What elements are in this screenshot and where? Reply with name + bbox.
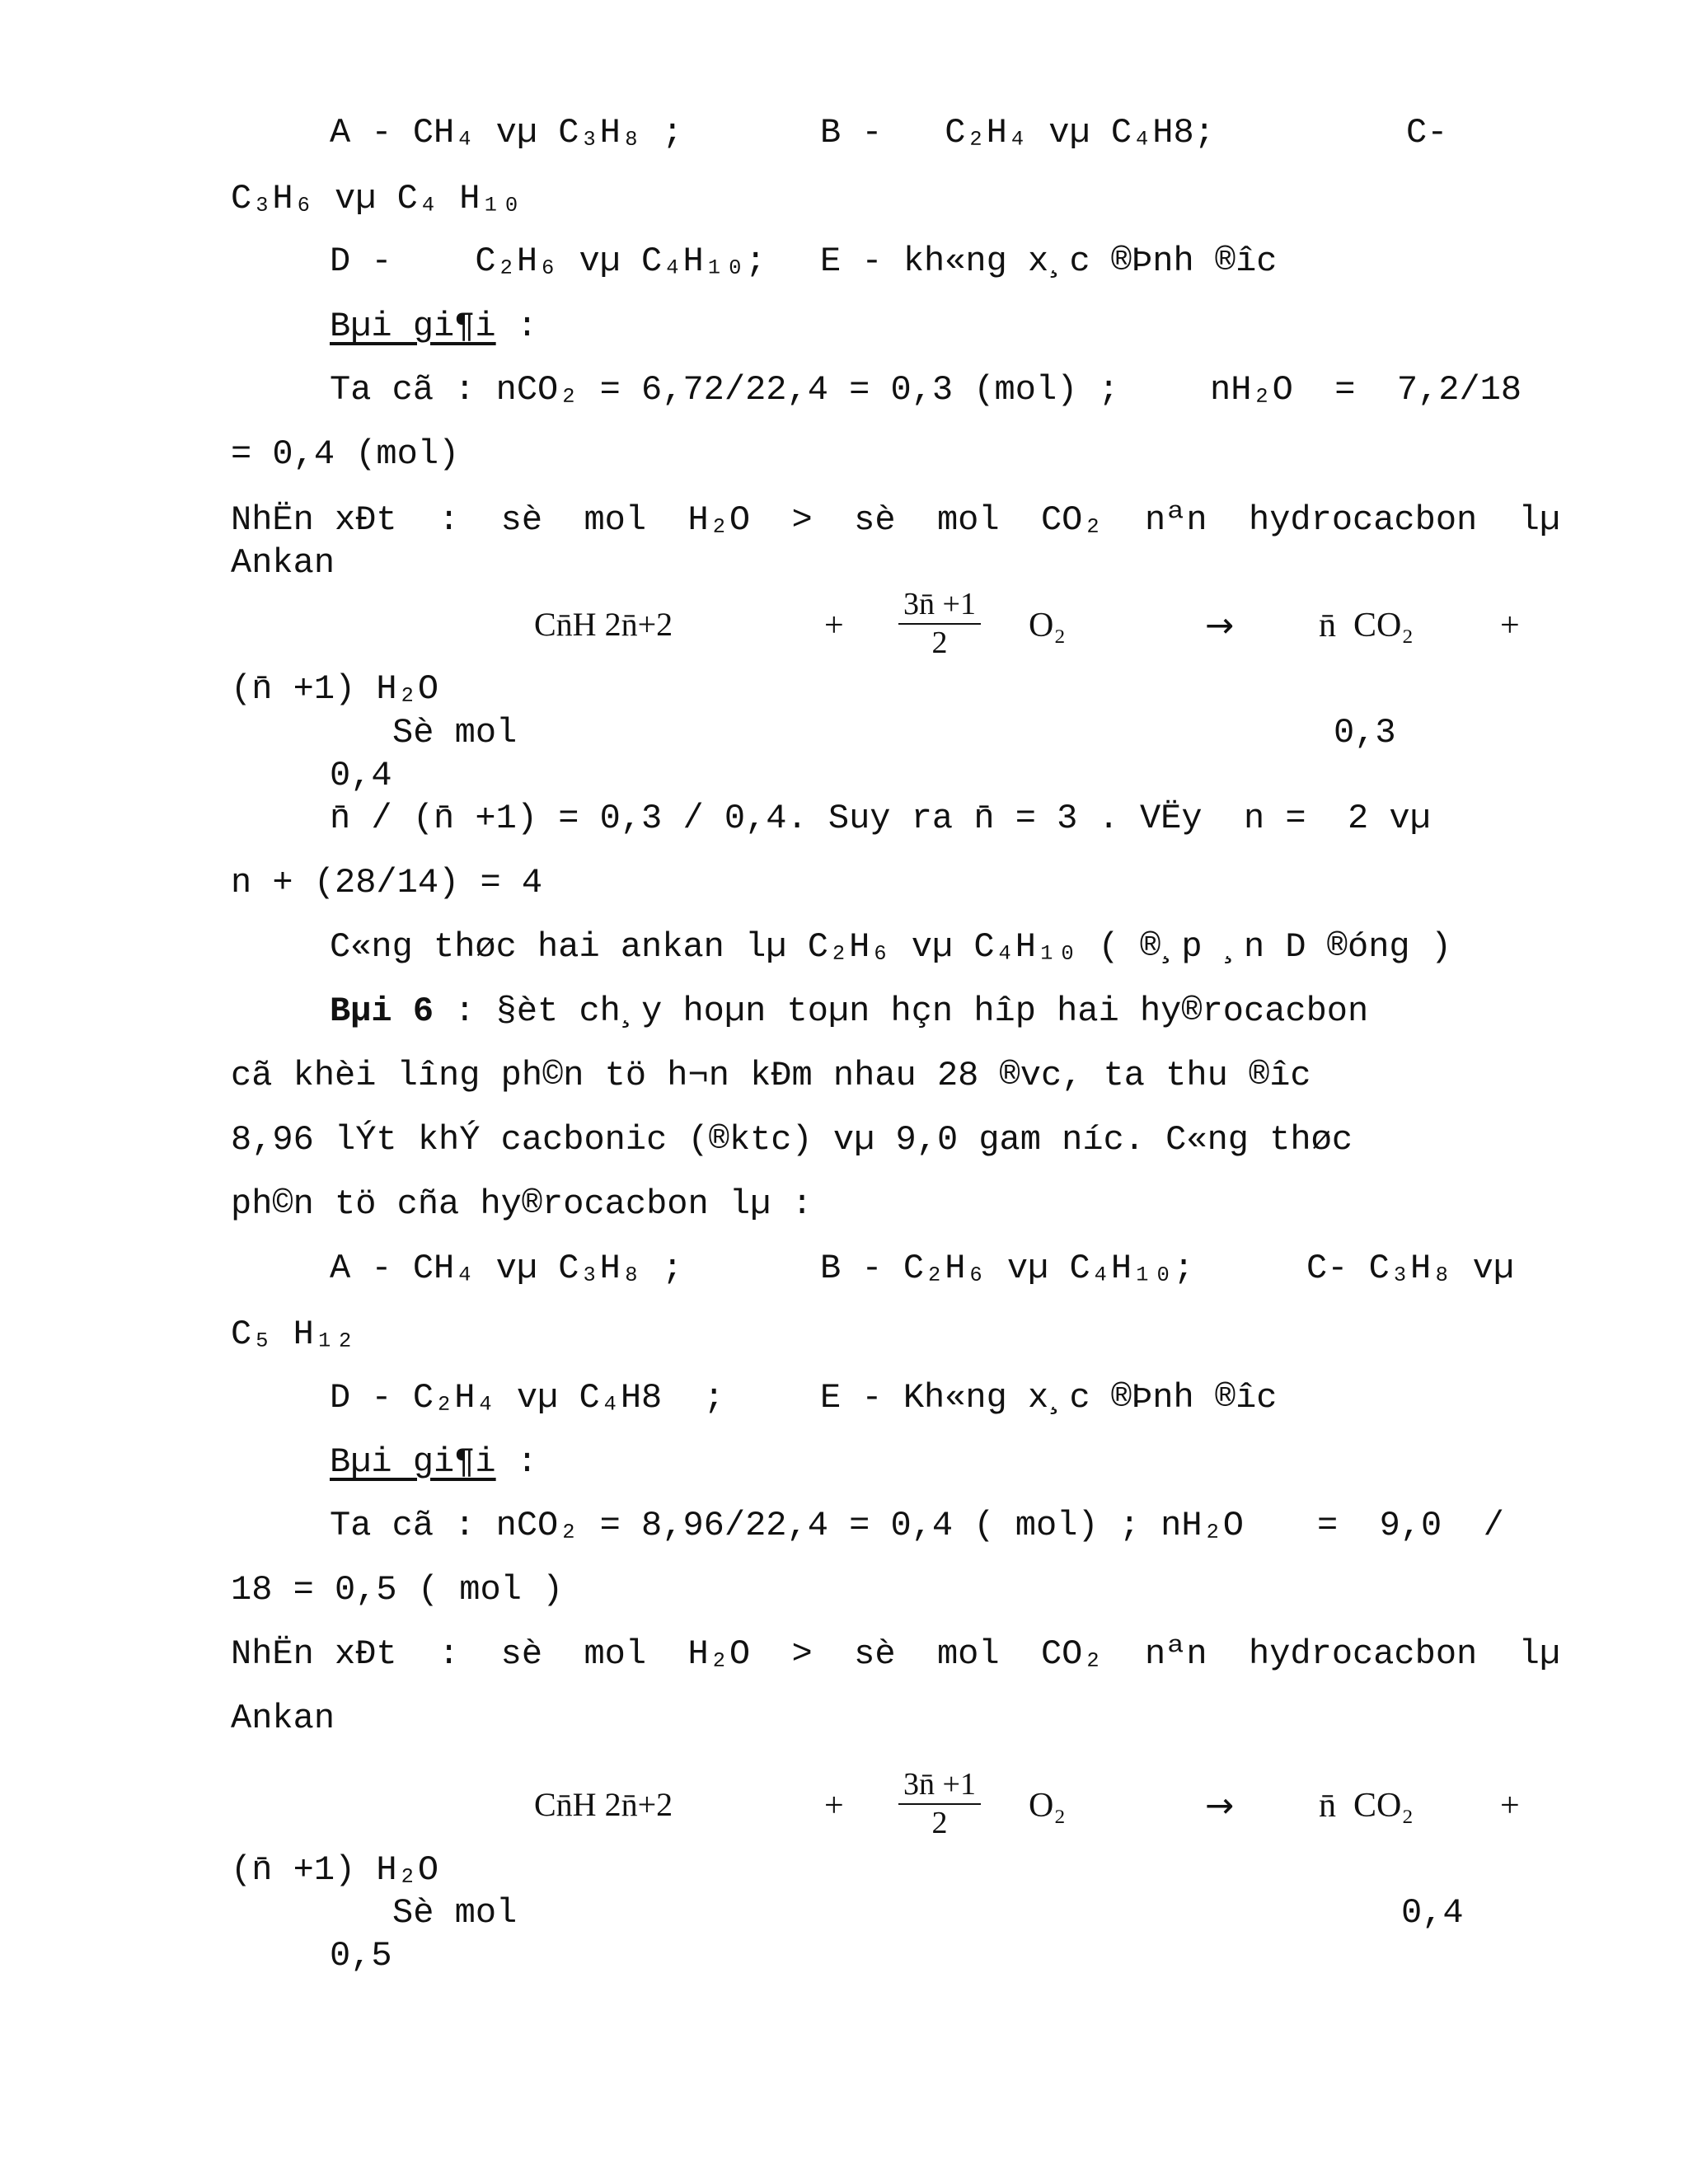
equation-product: n̄ CO₂ [1319,607,1414,644]
option-d: D - C₂H₄ vµ C₄H8 ; [330,1378,724,1418]
option-a: A - CH₄ vµ C₃H₈ ; [330,1249,683,1288]
solution-line: 18 = 0,5 ( mol ) [231,1570,564,1610]
option-b: B - C₂H₄ vµ C₄H8; [820,113,1215,152]
equation-oxygen: O₂ [1029,607,1066,644]
mol-value: 0,4 [1401,1893,1464,1933]
reaction-arrow-icon: → [1205,1785,1235,1825]
solution-line: Ta cã : nCO₂ = 6,72/22,4 = 0,3 (mol) ; [330,370,1119,410]
problem-line: cã khèi lîng ph©n tö h¬n kÐm nhau 28 ®vc, ta thu ®îc [231,1056,1311,1095]
equation-fraction: $\frac{3n̄ +1}{2}$ [898,1767,981,1842]
solution-line: nH₂O = 7,2/18 [1210,370,1522,410]
equation-product: n̄ CO₂ [1319,1787,1414,1825]
option-e: E - kh«ng x¸c ®Þnh ®îc [820,241,1278,281]
solution-heading: Bµi gi¶i : [330,1442,538,1482]
option-c-label: C- [1406,113,1448,152]
problem-line: ph©n tö cña hy®rocacbon lµ : [231,1184,813,1224]
problem-6-title: Bµi 6 [330,991,434,1031]
observation-line: NhËn xÐt : sè mol H₂O > sè mol CO₂ nªn hydrocacbon lµ [231,1634,1561,1674]
reaction-arrow-icon: → [1205,605,1235,645]
solution-line: = 0,4 (mol) [231,434,460,474]
equation-reactant: Cn̄H 2n̄+2 [534,606,673,643]
option-e: E - Kh«ng x¸c ®Þnh ®îc [820,1378,1278,1418]
mol-value: 0,5 [330,1936,392,1975]
solution-line: Ta cã : nCO₂ = 8,96/22,4 = 0,4 ( mol) ; nH₂O [330,1506,1244,1545]
solution-line: n̄ / (n̄ +1) = 0,3 / 0,4. Suy ra n̄ = 3 . VËy n = 2 vµ [330,799,1431,838]
option-d: D - C₂H₆ vµ C₄H₁₀; [330,241,767,281]
equation-product: (n̄ +1) H₂O [231,669,439,709]
equation-oxygen: O₂ [1029,1787,1066,1825]
equation-plus: + [824,607,844,644]
equation-product: (n̄ +1) H₂O [231,1850,439,1890]
option-c-label: C- C₃H₈ vµ [1306,1249,1515,1288]
equation-plus: + [824,1787,844,1825]
solution-line: = 9,0 / [1317,1506,1504,1545]
problem-line: 8,96 lÝt khÝ cacbonic (®ktc) vµ 9,0 gam níc. C«ng thøc [231,1120,1353,1160]
option-c-text: C₅ H₁₂ [231,1315,356,1354]
equation-plus: + [1500,1787,1520,1825]
equation-reactant: Cn̄H 2n̄+2 [534,1786,673,1823]
observation-line: Ankan [231,543,335,583]
mol-value: 0,3 [1334,713,1396,752]
solution-line: n + (28/14) = 4 [231,863,543,902]
option-c-text: C₃H₆ vµ C₄ H₁₀ [231,179,522,218]
conclusion-line: C«ng thøc hai ankan lµ C₂H₆ vµ C₄H₁₀ ( ®¸p ¸n D ®óng ) [330,927,1452,967]
equation-fraction: $\frac{3n̄ +1}{2}$ [898,587,981,662]
observation-line: NhËn xÐt : sè mol H₂O > sè mol CO₂ nªn hydrocacbon lµ [231,500,1561,540]
equation-plus: + [1500,607,1520,644]
option-a: A - CH₄ vµ C₃H₈ ; [330,113,683,152]
mol-value: 0,4 [330,756,392,795]
mol-label: Sè mol [392,1893,518,1933]
option-b: B - C₂H₆ vµ C₄H₁₀; [820,1249,1194,1288]
observation-line: Ankan [231,1699,335,1738]
solution-heading: Bµi gi¶i : [330,307,538,346]
mol-label: Sè mol [392,713,518,752]
problem-6-statement: Bµi 6 : §èt ch¸y hoµn toµn hçn hîp hai hy®rocacbon [330,991,1369,1031]
